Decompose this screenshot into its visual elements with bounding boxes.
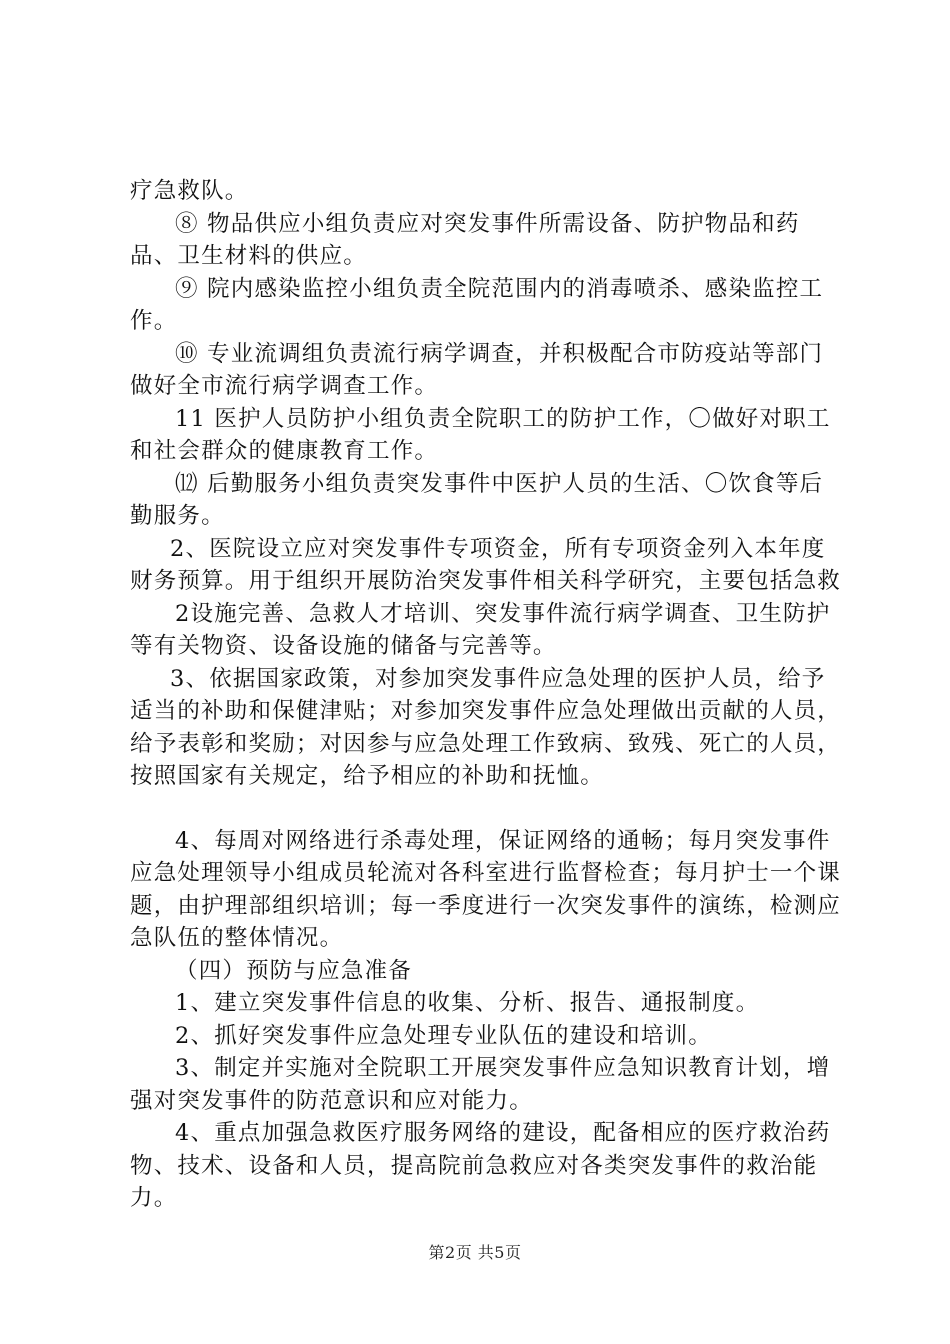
paragraph: ⑧ 物品供应小组负责应对突发事件所需设备、防护物品和药品、卫生材料的供应。 — [130, 210, 800, 269]
paragraph: 3、制定并实施对全院职工开展突发事件应急知识教育计划，增强对突发事件的防范意识和应对能力。 — [130, 1055, 831, 1114]
paragraph: 11 医护人员防护小组负责全院职工的防护工作，〇做好对职工和社会群众的健康教育工作。 — [130, 405, 831, 464]
document-body — [130, 175, 842, 1215]
page-footer: 第2页 共5页 — [428, 1243, 522, 1262]
paragraph: 疗急救队。 — [130, 178, 249, 204]
paragraph: ⑨ 院内感染监控小组负责全院范围内的消毒喷杀、感染监控工作。 — [130, 275, 824, 334]
paragraph: ⑩ 专业流调组负责流行病学调查，并积极配合市防疫站等部门做好全市流行病学调查工作。 — [130, 340, 824, 399]
paragraph: 2设施完善、急救人才培训、突发事件流行病学调查、卫生防护等有关物资、设备设施的储备与完善等。 — [130, 600, 831, 659]
section-heading: （四）预防与应急准备 — [175, 957, 413, 984]
paragraph: 4、重点加强急救医疗服务网络的建设，配备相应的医疗救治药物、技术、设备和人员，提高院前急救应对各类突发事件的救治能力。 — [130, 1120, 831, 1211]
paragraph: 2、医院设立应对突发事件专项资金，所有专项资金列入本年度财务预算。用于组织开展防治突发事件相关科学研究，主要包括急救 — [130, 535, 842, 594]
paragraph: 3、依据国家政策，对参加突发事件应急处理的医护人员，给予适当的补助和保健津贴；对参加突发事件应急处理做出贡献的人员，给予表彰和奖励；对因参与应急处理工作致病、致残、死亡的人员，按照国家有关规定，给予相应的补助和抚恤。 — [130, 665, 842, 789]
paragraph: ⑿ 后勤服务小组负责突发事件中医护人员的生活、〇饮食等后勤服务。 — [130, 470, 824, 529]
paragraph: 4、每周对网络进行杀毒处理，保证网络的通畅；每月突发事件应急处理领导小组成员轮流对各科室进行监督检查；每月护士一个课题，由护理部组织培训；每一季度进行一次突发事件的演练，检测应急队伍的整体情况。 — [130, 827, 842, 951]
paragraph: 2、抓好突发事件应急处理专业队伍的建设和培训。 — [175, 1022, 712, 1049]
paragraph: 1、建立突发事件信息的收集、分析、报告、通报制度。 — [175, 990, 760, 1016]
